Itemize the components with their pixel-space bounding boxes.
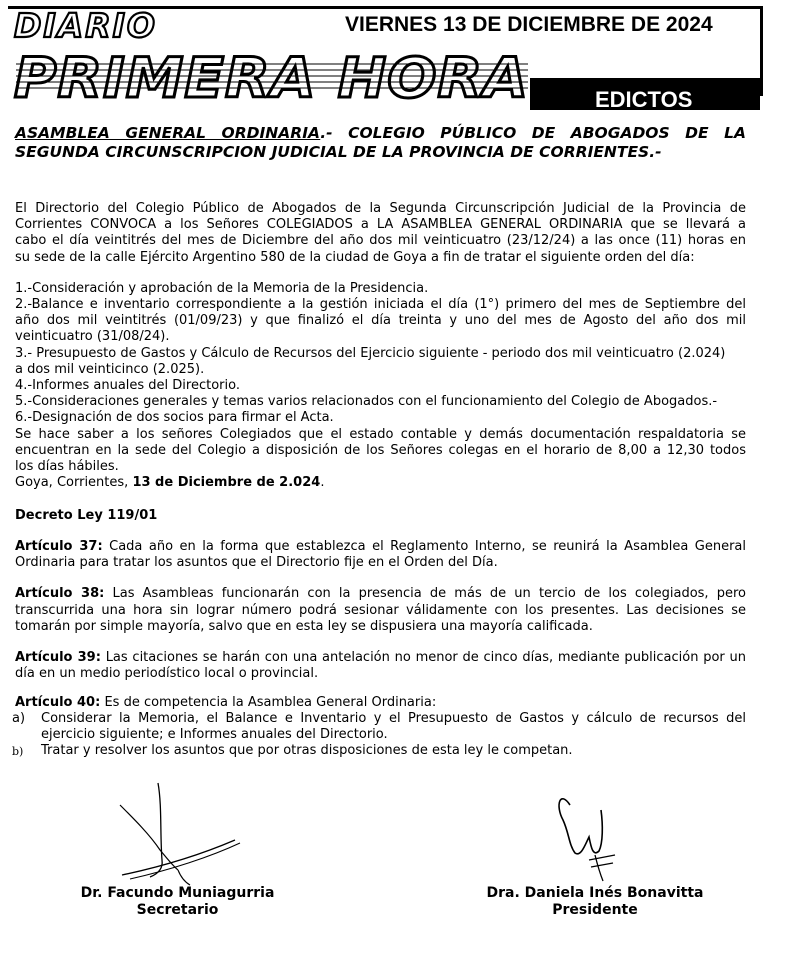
article-40-item-a-line: ejercicio siguiente; e Informes anuales del Directorio. [41,727,388,742]
agenda-line: 5.-Consideraciones generales y temas varios relacionados con el funcionamiento del Colegio de Abogados.- [15,394,718,409]
intro-line: Corrientes CONVOCA a los Señores COLEGIADOS a LA ASAMBLEA GENERAL ORDINARIA que se llevará a [15,217,746,232]
article-37: Artículo 37: Cada año en la forma que establezca el Reglamento Interno, se reunirá la Asamblea General [15,539,747,554]
title-line2: SEGUNDA CIRCUNSCRIPCION JUDICIAL DE LA PROVINCIA DE CORRIENTES.- [15,143,662,161]
article-40: Artículo 40: Es de competencia la Asamblea General Ordinaria: [15,695,437,710]
list-marker-b: b) [12,745,24,758]
signatory-role: Presidente [552,902,638,918]
intro-line: El Directorio del Colegio Público de Abogados de la Segunda Circunscripción Judicial de la Provincia de [15,201,746,216]
article-38: Artículo 38: Las Asambleas funcionarán con la presencia de más de un tercio de los colegiados, pero [15,586,746,601]
article-39-line: día en un medio periodístico local o provincial. [15,666,319,681]
article-40-item-b: Tratar y resolver los asuntos que por otras disposiciones de esta ley le competan. [41,743,573,758]
agenda-line: los días hábiles. [15,459,119,474]
agenda-line: 6.-Designación de dos socios para firmar el Acta. [15,410,334,425]
signature-secretario [100,775,260,890]
title-underlined: ASAMBLEA GENERAL ORDINARIA [15,124,321,142]
agenda-line: a dos mil veinticinco (2.025). [15,362,205,377]
article-39: Artículo 39: Las citaciones se harán con una antelación no menor de cinco días, mediante publicación por un [15,650,747,665]
place-date: Goya, Corrientes, 13 de Diciembre de 2.024. [15,475,325,490]
agenda-line: 3.- Presupuesto de Gastos y Cálculo de Recursos del Ejercicio siguiente - periodo dos mil veinticuatro (2.024) [15,346,726,361]
article-38-line: tomarán por simple mayoría, salvo que en esta ley se dispusiera una mayoría calificada. [15,619,593,634]
agenda-line: 2.-Balance e inventario correspondiente a la gestión iniciada el día (1°) primero del mes de Septiembre del [15,297,746,312]
title-line1-rest: .- COLEGIO PÚBLICO DE ABOGADOS DE LA [320,124,746,142]
agenda-line: encuentran en la sede del Colegio a disposición de los Señores colegas en el horario de 8,00 a 12,30 todos [15,443,746,458]
intro-line: su sede de la calle Ejército Argentino 580 de la ciudad de Goya a fin de tratar el siguiente orden del día: [15,250,695,265]
publication-date: VIERNES 13 DE DICIEMBRE DE 2024 [345,13,713,36]
agenda-line: Se hace saber a los señores Colegiados que el estado contable y demás documentación respaldatoria se [15,427,746,442]
decree-heading: Decreto Ley 119/01 [15,508,158,523]
signature-presidente [545,785,625,885]
masthead [0,0,788,110]
signatory-name: Dr. Facundo Muniagurria [80,885,275,901]
svg-text:PRIMERA HORA: PRIMERA HORA [14,46,529,110]
agenda-line: año dos mil veintitrés (01/09/23) y que finalizó el día treinta y uno del mes de Agosto del año dos mil [15,313,746,328]
agenda-line: veinticuatro (31/08/24). [15,329,170,344]
signatory-role: Secretario [136,902,219,918]
signatory-name: Dra. Daniela Inés Bonavitta [486,885,704,901]
svg-text:DIARIO: DIARIO [14,6,157,45]
agenda-line: 1.-Consideración y aprobación de la Memoria de la Presidencia. [15,281,429,296]
intro-line: cabo el día veintitrés del mes de Diciembre del año dos mil veinticuatro (23/12/24) a las once (11) horas en [15,233,746,248]
notice-title [15,124,746,162]
svg-text:EDICTOS: EDICTOS [595,87,693,110]
article-40-item-a: Considerar la Memoria, el Balance e Inventario y el Presupuesto de Gastos y cálculo de recursos del [41,711,746,726]
article-37-line: Ordinaria para tratar los asuntos que el Directorio fije en el Orden del Día. [15,555,498,570]
list-marker-a: a) [12,711,26,726]
article-38-line: transcurrida una hora sin lograr número podrá sesionar válidamente con los presentes. Las decisiones se [15,603,746,618]
agenda-line: 4.-Informes anuales del Directorio. [15,378,240,393]
